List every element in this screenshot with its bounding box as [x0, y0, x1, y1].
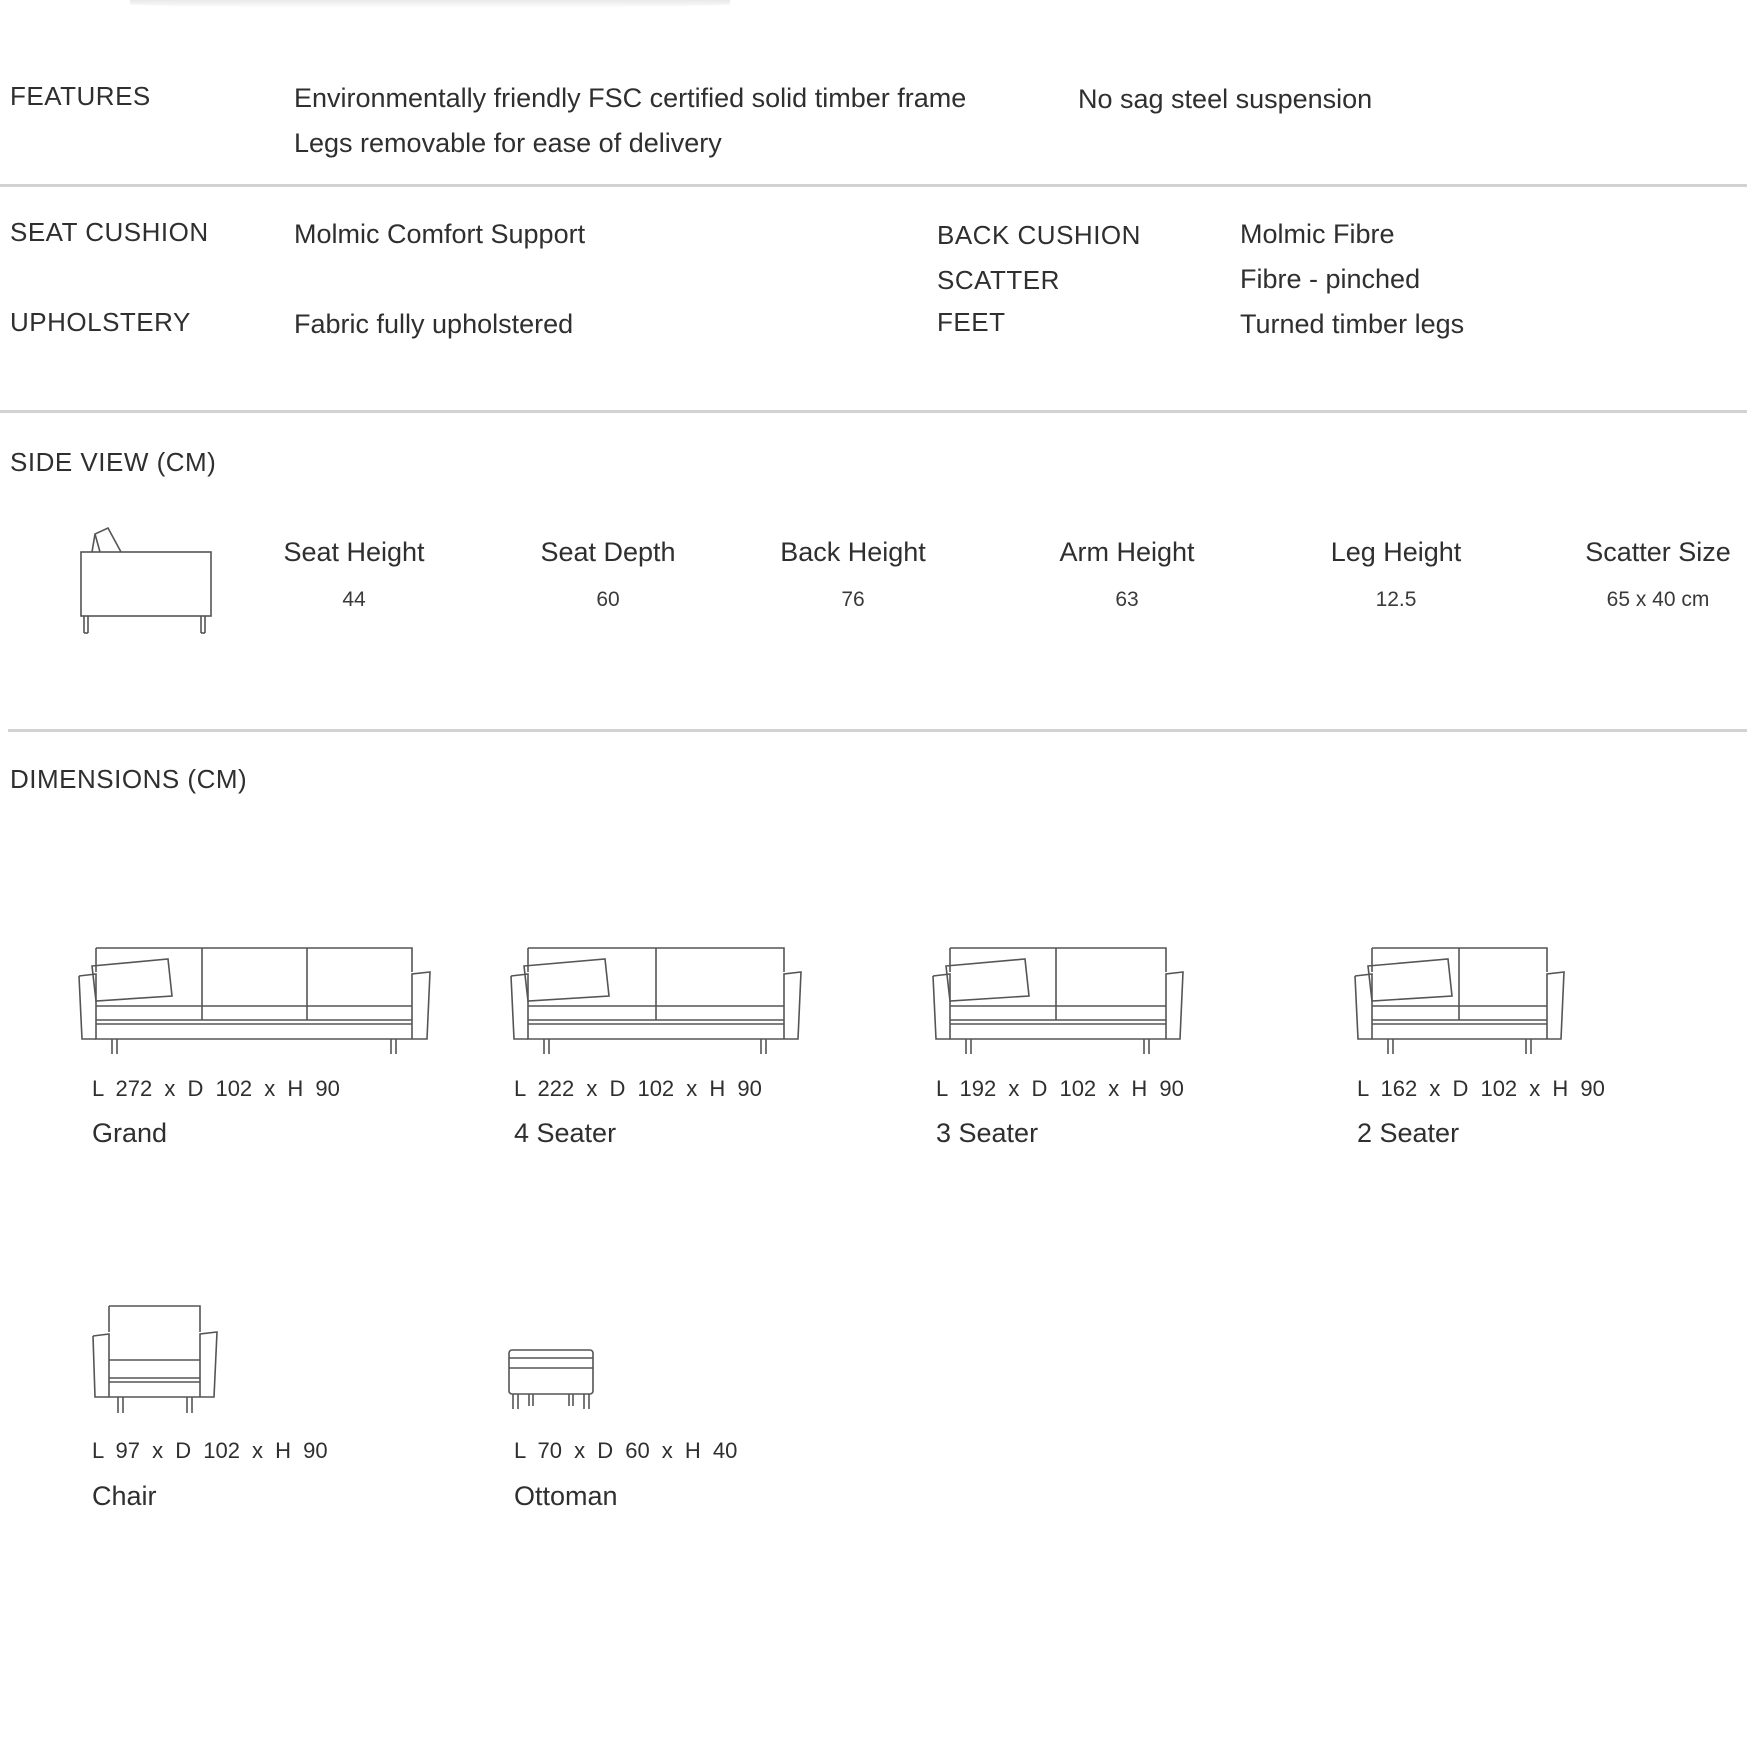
dimension-size-2-seater: L 162 x D 102 x H 90 [1357, 1076, 1605, 1101]
dimension-size-ottoman: L 70 x D 60 x H 40 [514, 1438, 738, 1463]
side-view-value-seat-height: 44 [342, 588, 366, 611]
side-view-value-scatter-size: 65 x 40 cm [1606, 588, 1710, 611]
dimension-size-3-seater: L 192 x D 102 x H 90 [936, 1076, 1184, 1101]
dimension-name-2-seater: 2 Seater [1357, 1118, 1460, 1148]
dimension-name-3-seater: 3 Seater [936, 1118, 1039, 1148]
side-view-heading-leg-height: Leg Height [1330, 537, 1462, 567]
back-cushion-value: Molmic Fibre [1240, 219, 1395, 249]
four-seater-sofa-front-icon [510, 944, 805, 1056]
dimension-name-ottoman: Ottoman [514, 1481, 618, 1511]
dimension-name-chair: Chair [92, 1481, 157, 1511]
top-image-shadow [130, 0, 730, 8]
side-view-heading-scatter-size: Scatter Size [1585, 537, 1731, 567]
feet-label: FEET [937, 307, 1006, 337]
dimension-size-chair: L 97 x D 102 x H 90 [92, 1438, 328, 1463]
sofa-side-view-icon [78, 524, 213, 636]
back-cushion-label: BACK CUSHION [937, 220, 1141, 250]
divider [0, 184, 1747, 187]
upholstery-label: UPHOLSTERY [10, 307, 191, 337]
dimension-name-4-seater: 4 Seater [514, 1118, 617, 1148]
feature-item-timber-frame: Environmentally friendly FSC certified solid timber frame [294, 83, 967, 113]
three-seater-sofa-front-icon [932, 944, 1188, 1056]
two-seater-sofa-front-icon [1354, 944, 1568, 1056]
feature-item-suspension: No sag steel suspension [1078, 84, 1373, 114]
side-view-heading-arm-height: Arm Height [1059, 537, 1195, 567]
side-view-heading-seat-depth: Seat Depth [540, 537, 676, 567]
upholstery-value: Fabric fully upholstered [294, 309, 574, 339]
side-view-heading-back-height: Back Height [780, 537, 926, 567]
seat-cushion-value: Molmic Comfort Support [294, 219, 586, 249]
seat-cushion-label: SEAT CUSHION [10, 217, 209, 247]
divider [8, 729, 1747, 732]
divider [0, 410, 1747, 413]
ottoman-front-icon [507, 1348, 597, 1412]
chair-front-icon [92, 1302, 220, 1416]
dimensions-title: DIMENSIONS (CM) [10, 764, 248, 794]
dimension-name-grand: Grand [92, 1118, 168, 1148]
dimension-size-grand: L 272 x D 102 x H 90 [92, 1076, 340, 1101]
side-view-value-back-height: 76 [841, 588, 865, 611]
scatter-label: SCATTER [937, 265, 1060, 295]
features-label: FEATURES [10, 81, 151, 111]
feet-value: Turned timber legs [1240, 309, 1465, 339]
side-view-value-arm-height: 63 [1115, 588, 1139, 611]
scatter-value: Fibre - pinched [1240, 264, 1421, 294]
side-view-value-seat-depth: 60 [596, 588, 620, 611]
grand-sofa-front-icon [78, 944, 434, 1056]
dimension-size-4-seater: L 222 x D 102 x H 90 [514, 1076, 762, 1101]
side-view-title: SIDE VIEW (CM) [10, 447, 217, 477]
side-view-value-leg-height: 12.5 [1375, 588, 1417, 611]
side-view-heading-seat-height: Seat Height [283, 537, 425, 567]
feature-item-legs: Legs removable for ease of delivery [294, 128, 722, 158]
